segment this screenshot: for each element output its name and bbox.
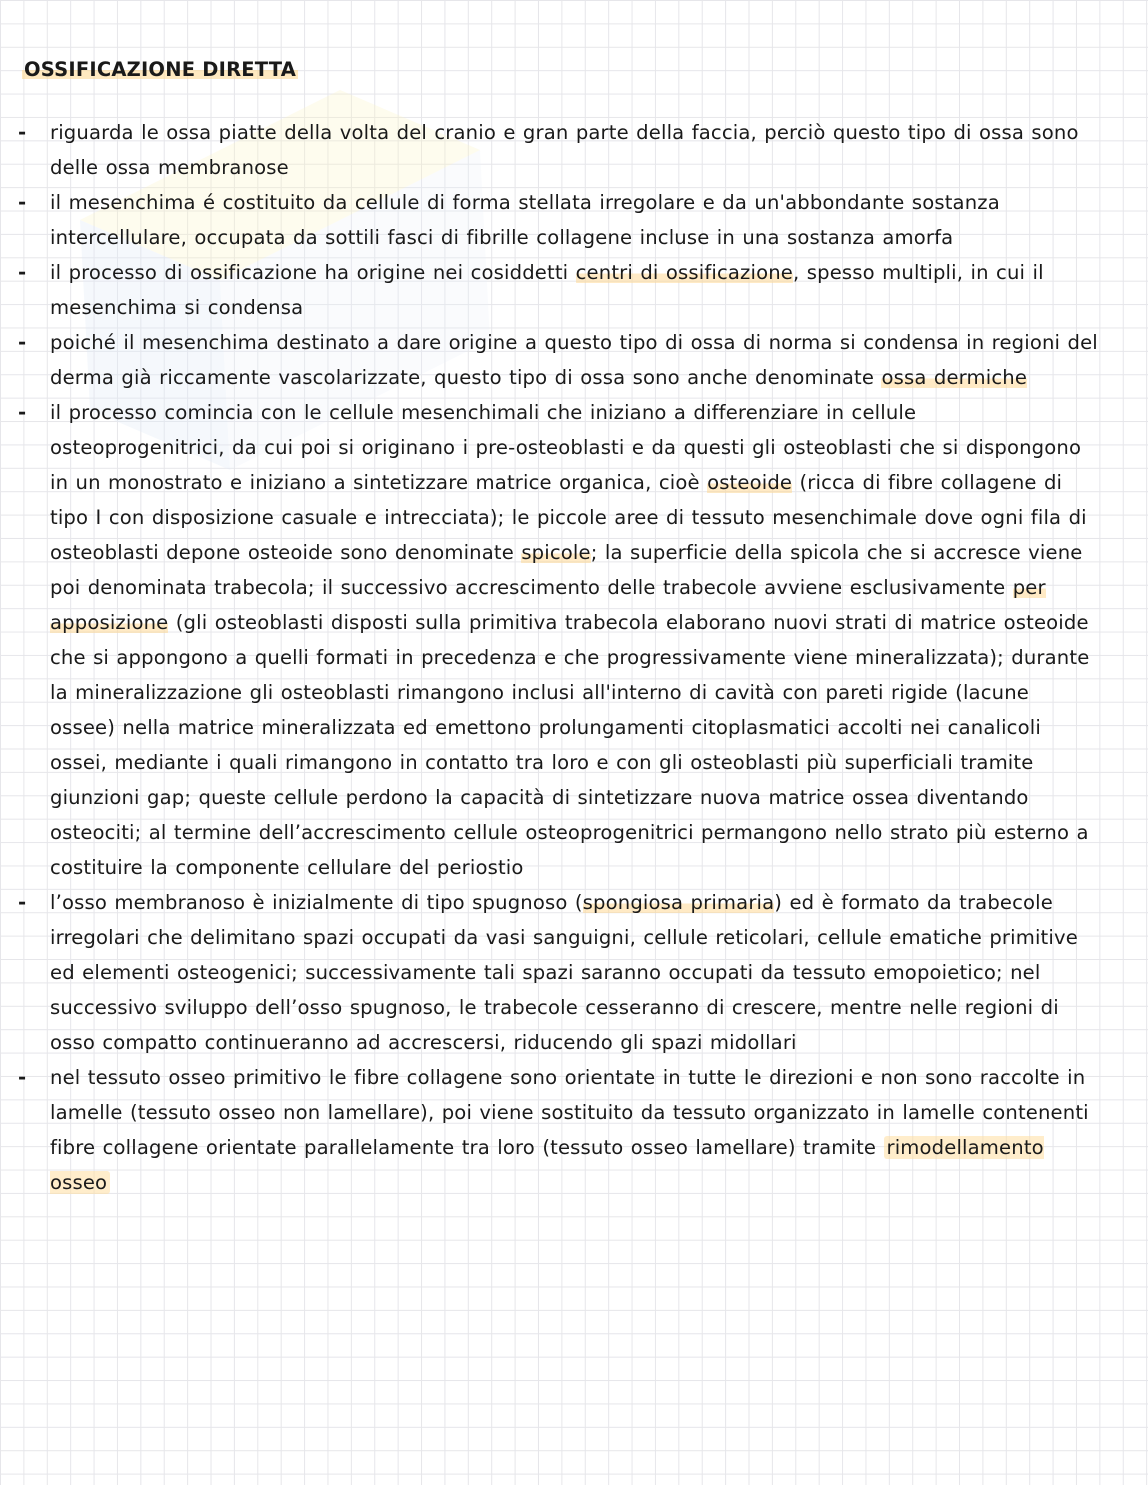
bullet-dash: - (18, 261, 27, 284)
list-item (18, 255, 1098, 325)
list-item-text: ) ed è formato da trabecole irregolari che delimitano spazi occupati da vasi sanguigni, cellule reticolari, cellule ematiche primitive ed elementi osteogenici; successivamente tali spazi saranno occupati da tessuto emopoietico; nel successivo sviluppo dell’osso spugnoso, le trabecole cesseranno di crescere, mentre nelle regioni di osso compatto continueranno ad accrescersi, riducendo gli spazi midollari (50, 891, 1078, 1054)
highlighted-term: centri di ossificazione (575, 261, 793, 284)
highlighted-term: spicole (521, 541, 591, 564)
bullet-list (18, 115, 1098, 1200)
highlighted-term: ossa dermiche (881, 366, 1028, 389)
list-item-text: , spesso multipli, in cui il mesenchima si condensa (50, 261, 1044, 319)
list-item (18, 325, 1098, 395)
list-item (18, 185, 1098, 255)
bullet-dash: - (18, 121, 27, 144)
highlighted-term: per apposizione (50, 576, 1046, 634)
list-item-text: ; la superficie della spicola che si accresce viene poi denominata trabecola; il successivo accrescimento delle trabecole avviene esclusivamente (50, 541, 1083, 599)
bullet-dash: - (18, 191, 27, 214)
bullet-dash: - (18, 401, 27, 424)
list-item-text: l’osso membranoso è inizialmente di tipo spugnoso ( (50, 891, 583, 914)
list-item-text: poiché il mesenchima destinato a dare origine a questo tipo di ossa di norma si condensa in regioni del derma già riccamente vascolarizzate, questo tipo di ossa sono anche denominate (50, 331, 1098, 389)
list-item-text: riguarda le ossa piatte della volta del cranio e gran parte della faccia, perciò questo tipo di ossa sono delle ossa membranose (50, 121, 1079, 179)
page-title: OSSIFICAZIONE DIRETTA (24, 58, 297, 81)
list-item-text: il mesenchima é costituito da cellule di forma stellata irregolare e da un'abbondante sostanza intercellulare, occupata da sottili fasci di fibrille collagene incluse in una sostanza amorfa (50, 191, 1000, 249)
list-item-text: nel tessuto osseo primitivo le fibre collagene sono orientate in tutte le direzioni e non sono raccolte in lamelle (tessuto osseo non lamellare), poi viene sostituito da tessuto organizzato in lamelle contenenti fibre collagene orientate parallelamente tra loro (tessuto osseo lamellare) tramite (50, 1066, 1089, 1159)
list-item-text: (gli osteoblasti disposti sulla primitiva trabecola elaborano nuovi strati di matrice osteoide che si appongono a quelli formati in precedenza e che progressivamente viene mineralizzata); durante la mineralizzazione gli osteoblasti rimangono inclusi all'interno di cavità con pareti rigide (lacune ossee) nella matrice mineralizzata ed emettono prolungamenti citoplasmatici accolti nei canalicoli ossei, mediante i quali rimangono in contatto tra loro e con gli osteoblasti più superficiali tramite giunzioni gap; queste cellule perdono la capacità di sintetizzare nuova matrice ossea diventando osteociti; al termine dell’accrescimento cellule osteoprogenitrici permangono nello strato più esterno a costituire la componente cellulare del periostio (50, 611, 1090, 879)
list-item (18, 115, 1098, 185)
highlighted-term: spongiosa primaria (582, 891, 775, 914)
bullet-dash: - (18, 1066, 27, 1089)
list-item-text: il processo di ossificazione ha origine nei cosiddetti (50, 261, 576, 284)
list-item (18, 1060, 1098, 1200)
list-item (18, 395, 1098, 885)
highlighted-term: rimodellamento osseo (50, 1136, 1044, 1194)
bullet-dash: - (18, 891, 27, 914)
list-item-text: (ricca di fibre collagene di tipo I con disposizione casuale e intrecciata); le piccole aree di tessuto mesenchimale dove ogni fila di osteoblasti depone osteoide sono denominate (50, 471, 1087, 564)
list-item-text: il processo comincia con le cellule mesenchimali che iniziano a differenziare in cellule osteoprogenitrici, da cui poi si originano i pre-osteoblasti e da questi gli osteoblasti che si dispongono in un monostrato e iniziano a sintetizzare matrice organica, cioè (50, 401, 1082, 494)
highlighted-term: osteoide (707, 471, 793, 494)
list-item (18, 885, 1098, 1060)
bullet-dash: - (18, 331, 27, 354)
